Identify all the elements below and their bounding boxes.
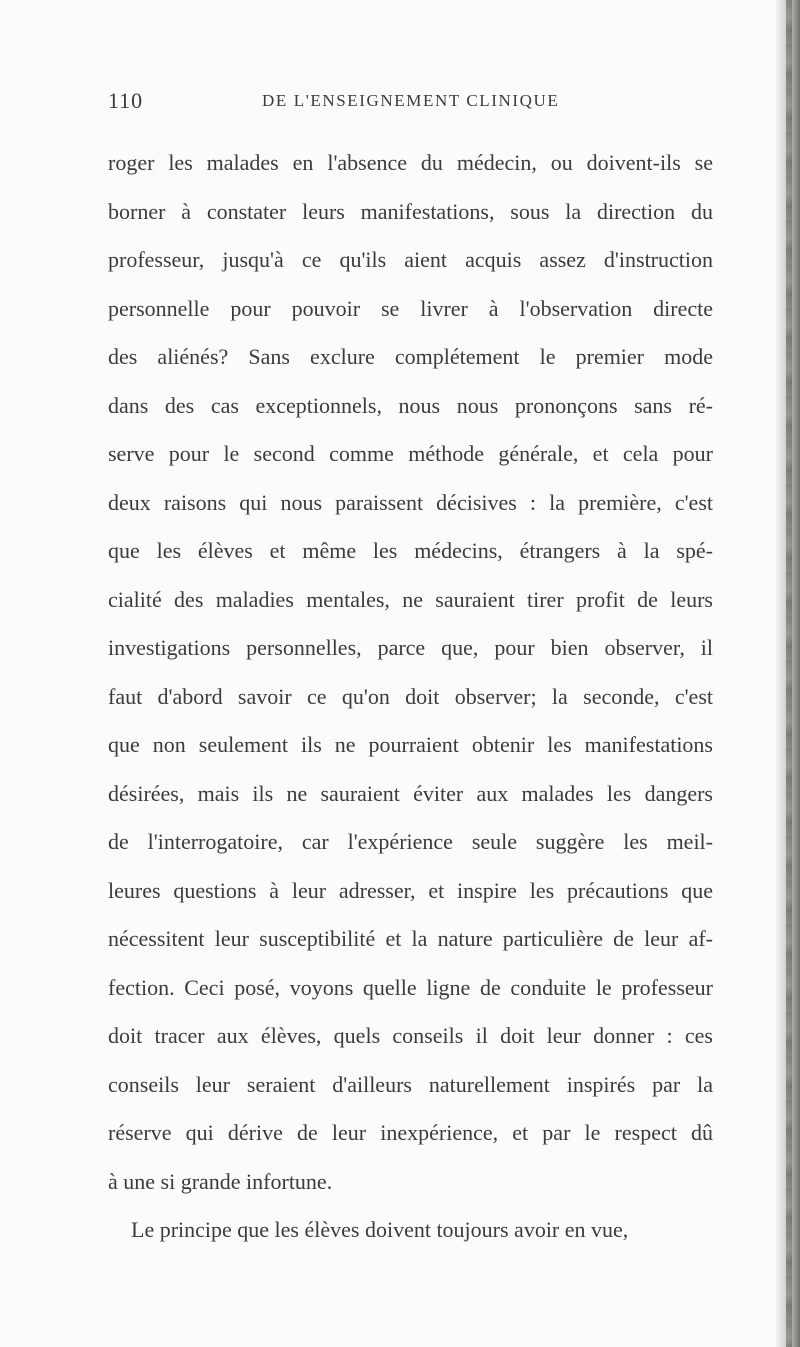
- text-line: investigations personnelles, parce que, pour bien observer, il: [108, 635, 713, 660]
- binding-edge: [786, 0, 792, 1347]
- text-line: roger les malades en l'absence du médecin, ou doivent-ils se: [108, 150, 713, 175]
- text-line: désirées, mais ils ne sauraient éviter aux malades les dangers: [108, 780, 713, 806]
- text-line: serve pour le second comme méthode générale, et cela pour: [108, 441, 713, 466]
- running-title: DE L'ENSEIGNEMENT CLINIQUE: [262, 91, 560, 110]
- text-line: conseils leur seraient d'ailleurs naturellement inspirés par la: [108, 1071, 713, 1097]
- text-line: nécessitent leur susceptibilité et la nature particulière de leur af-: [108, 926, 713, 951]
- page-number: 110: [108, 88, 144, 113]
- text-line: borner à constater leurs manifestations, sous la direction du: [108, 198, 713, 224]
- text-line: des aliénés? Sans exclure complétement le premier mode: [108, 344, 713, 369]
- text-line: professeur, jusqu'à ce qu'ils aient acquis assez d'instruction: [108, 247, 713, 272]
- text-line: que les élèves et même les médecins, étrangers à la spé-: [108, 538, 713, 563]
- text-line: que non seulement ils ne pourraient obtenir les manifestations: [108, 732, 713, 757]
- text-line: personnelle pour pouvoir se livrer à l'observation directe: [108, 295, 713, 321]
- body-text: [108, 148, 713, 1264]
- text-line: leures questions à leur adresser, et inspire les précautions que: [108, 877, 713, 903]
- paragraph-end-line: à une si grande infortune.: [108, 1168, 333, 1194]
- text-line: deux raisons qui nous paraissent décisives : la première, c'est: [108, 489, 713, 515]
- text-line: cialité des maladies mentales, ne sauraient tirer profit de leurs: [108, 586, 713, 612]
- page-header: [108, 88, 708, 124]
- paragraph-start-line: Le principe que les élèves doivent toujours avoir en vue,: [131, 1217, 629, 1242]
- text-line: faut d'abord savoir ce qu'on doit observer; la seconde, c'est: [108, 683, 713, 709]
- text-line: fection. Ceci posé, voyons quelle ligne de conduite le professeur: [108, 974, 713, 1000]
- text-line: doit tracer aux élèves, quels conseils il doit leur donner : ces: [108, 1023, 713, 1048]
- text-line: dans des cas exceptionnels, nous nous prononçons sans ré-: [108, 392, 713, 418]
- text-line: réserve qui dérive de leur inexpérience, et par le respect dû: [108, 1120, 713, 1145]
- text-line: de l'interrogatoire, car l'expérience seule suggère les meil-: [108, 829, 713, 854]
